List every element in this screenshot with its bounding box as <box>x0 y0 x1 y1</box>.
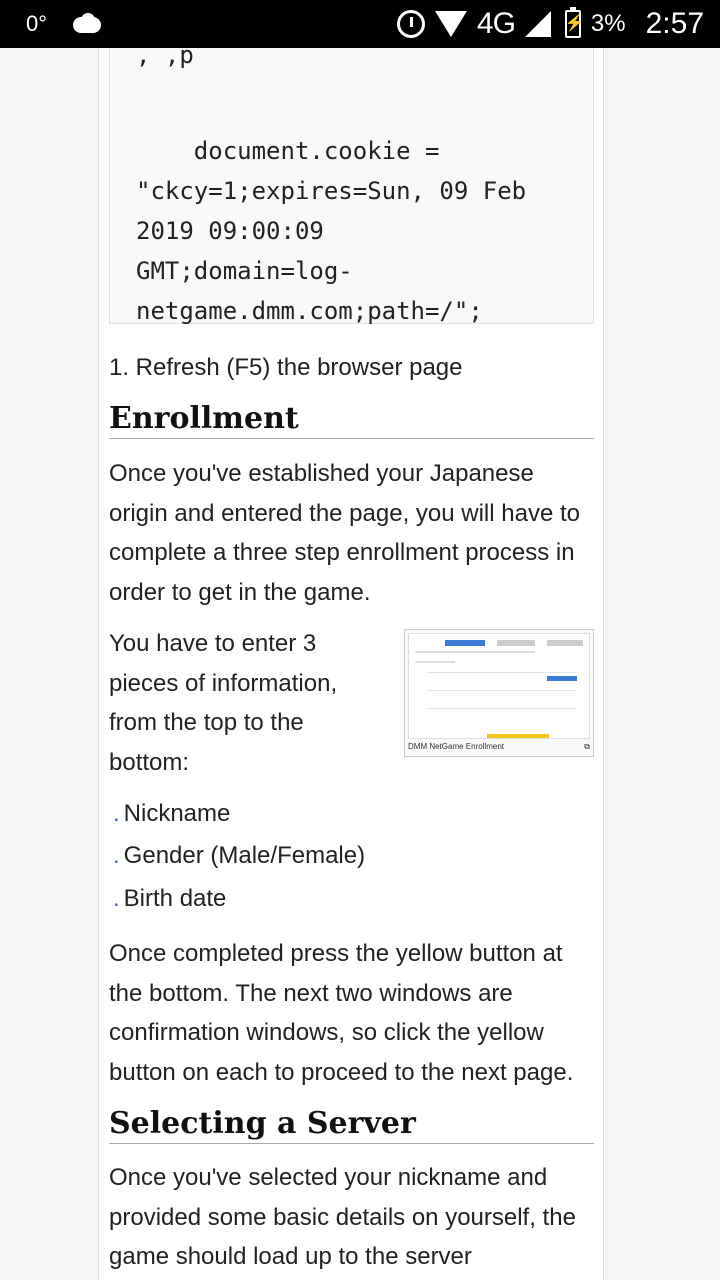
code-body: document.cookie = "ckcy=1;expires=Sun, 09 Feb 2019 09:00:09 GMT;domain=log- netgame.dmm.com;path=/"; <box>136 137 527 325</box>
list-item <box>113 842 365 870</box>
info-paragraph: You have to enter 3 pieces of information, from the top to the bottom: <box>109 630 338 776</box>
list-item-birth-date: Birth date <box>123 885 227 912</box>
completion-paragraph: Once completed press the yellow button at the bottom. The next two windows are confirmation windows, so click the yellow button on each to proceed to the next page. <box>109 940 574 1086</box>
list-item-gender: Gender (Male/Female) <box>123 842 366 869</box>
list-bullet: . <box>113 800 120 827</box>
enrollment-thumbnail[interactable] <box>404 629 594 757</box>
enrollment-paragraph: Once you've established your Japanese origin and entered the page, you will have to complete a three step enrollment process in order to get in the game. <box>109 460 580 606</box>
thumbnail-caption: DMM NetGame Enrollment <box>408 742 505 751</box>
battery-icon <box>565 10 581 38</box>
list-bullet: . <box>113 842 120 869</box>
code-block <box>109 48 594 324</box>
heading-enrollment: Enrollment <box>109 401 594 439</box>
signal-icon <box>525 11 551 37</box>
status-bar <box>0 0 720 48</box>
article-page <box>98 48 604 1280</box>
heading-selecting-server: Selecting a Server <box>109 1106 594 1144</box>
network-type: 4G <box>476 7 515 40</box>
expand-icon[interactable]: ⧉ <box>584 742 590 751</box>
list-item-nickname: Nickname <box>123 800 231 827</box>
clock-time: 2:57 <box>645 7 704 40</box>
list-bullet: . <box>113 885 120 912</box>
cloud-icon <box>69 13 105 35</box>
wifi-icon <box>435 11 467 37</box>
code-top-fragment: , ,p <box>136 48 194 69</box>
enrollment-screenshot-image[interactable] <box>408 633 590 739</box>
list-item <box>113 885 226 913</box>
temperature-text: 0° <box>26 11 48 36</box>
list-item <box>113 800 230 828</box>
server-paragraph: Once you've selected your nickname and provided some basic details on yourself, the game should load up to the server <box>109 1164 576 1271</box>
step-refresh: 1. Refresh (F5) the browser page <box>109 354 463 381</box>
alarm-icon <box>397 10 425 38</box>
battery-percent: 3% <box>590 10 626 37</box>
